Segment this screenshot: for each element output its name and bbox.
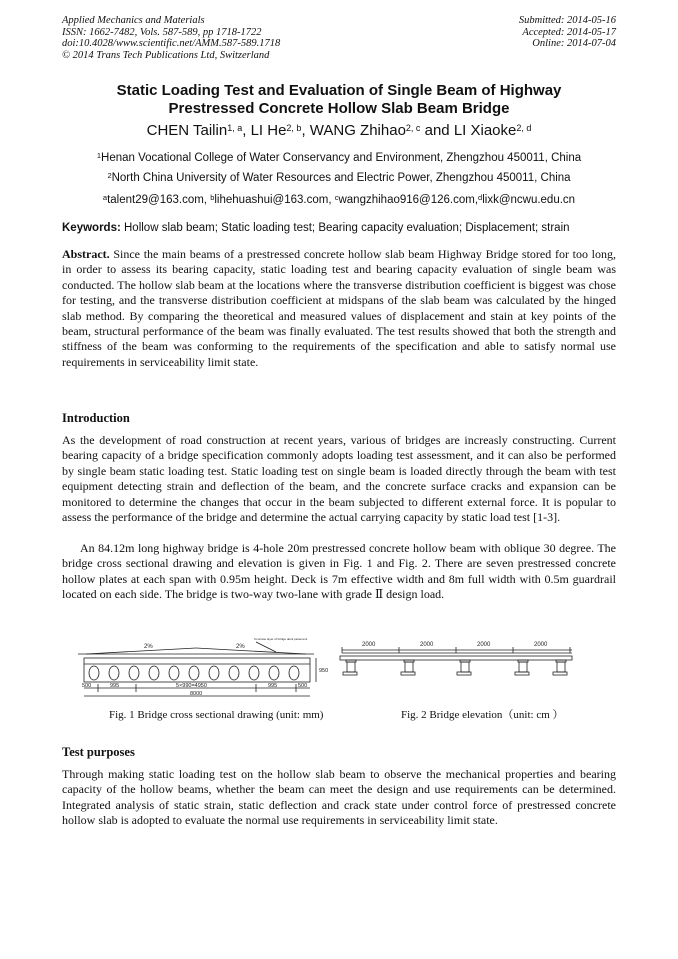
author-name: LI He xyxy=(250,122,287,139)
fig2-span-3: 2000 xyxy=(477,642,491,648)
author-list: CHEN Tailin$^{1, a}$, LI He$^{2, b}$, WANG Zhihao$^{2, c}$ and LI Xiaoke$^{2, d}$ xyxy=(146,122,532,139)
email-link[interactable]: wangzhihao916@126.com, xyxy=(338,194,479,206)
author-name: CHEN Tailin xyxy=(146,122,228,139)
doi-line: doi:10.4028/www.scientific.net/AMM.587-589.1718 xyxy=(62,38,281,49)
fig2-span-1: 2000 xyxy=(362,642,376,648)
fig1-caption: Fig. 1 Bridge cross sectional drawing (unit: mm) xyxy=(109,709,324,721)
fig1-note: Concrete layer of bridge deck pavement xyxy=(254,637,308,641)
fig1-height: 950 xyxy=(319,668,329,674)
affiliation-1: $^1$Henan Vocational College of Water Conservancy and Environment, Zhengzhou 450011, China xyxy=(96,151,582,164)
fig2-elevation xyxy=(338,638,578,698)
copyright-line: © 2014 Trans Tech Publications Ltd, Switzerland xyxy=(62,49,270,61)
email-list: $^a$talent29@163.com, $^b$lihehuashui@163.com, $^c$wangzhihao916@126.com,$^d$lixk@ncwu.edu.cn xyxy=(102,193,576,206)
email-link[interactable]: talent29@163.com, xyxy=(107,194,211,206)
intro-paragraph-1: As the development of road construction at recent years, various of bridges are increasly constructing. Current bearing capacity of a bridge specification commonly adopts loading test assessment, and it can also be performed by single beam static loading test. Static loading test on single beam is loaded directly through the beam with test equipment detecting strain and deflection of the beam, and the concrete surface cracks and expansion can be monitored to determine the changes that occur in the beam subjected to different external force. It is popular to assess the performance of the bridge and determine the actual carrying capacity by static load test [1-3]. xyxy=(62,433,616,525)
submitted-date: Submitted: 2014-05-16 xyxy=(518,15,616,26)
keywords-label: Keywords: xyxy=(62,222,121,234)
fig1-dim-total: 8000 xyxy=(190,691,203,697)
affiliation-2: $^2$North China University of Water Resources and Electric Power, Zhengzhou 450011, China xyxy=(107,171,571,184)
purposes-paragraph-1: Through making static loading test on the hollow slab beam to observe the mechanical properties and bearing capacity of the hollow beams, whether the beam can meet the design and use requirements can be determined. Integrated analysis of static strain, static deflection and crack state under control force of prestressed concrete hollow slab is adopted to evaluate the normal use requirements in serviceability limit state. xyxy=(62,767,616,828)
journal-name: Applied Mechanics and Materials xyxy=(62,15,205,26)
abstract-text: Since the main beams of a prestressed concrete hollow slab beam Highway Bridge stored for too long, in order to assess its bearing capacity, static loading test and bearing capacity evaluation of single beam was conducted. The hollow slab beam at the locations where the transverse distribution coefficient is biggest was chose for testing, and the transverse distribution coefficient at midspans of the slab beam was calculated by the hinged slab method. By comparing the theoretical and measured values of displacement and stain at key points of the beam, structural performance of the beam was finally evaluated. The test results showed that both the strength and stiffness of the beam was conforming to the requirements of the specification and able to satisfy normal use requirements in serviceability limit state. xyxy=(62,247,616,369)
journal-info xyxy=(62,15,280,61)
section-heading-introduction: Introduction xyxy=(62,411,130,425)
accepted-date: Accepted: 2014-05-17 xyxy=(522,26,616,38)
fig1-cross-section xyxy=(76,636,329,706)
keywords-text: Hollow slab beam; Static loading test; Bearing capacity evaluation; Displacement; strain xyxy=(120,222,570,234)
abstract xyxy=(62,247,616,370)
fig1-dim-5: 500 xyxy=(298,683,308,689)
figures xyxy=(62,634,616,712)
abstract-label: Abstract. xyxy=(62,247,110,261)
fig1-slope-right: 2% xyxy=(236,644,245,650)
publication-dates xyxy=(519,15,616,50)
author-name: WANG Zhihao xyxy=(309,122,406,139)
online-date: Online: 2014-07-04 xyxy=(532,38,616,49)
issn-line: ISSN: 1662-7482, Vols. 587-589, pp 1718-1722 xyxy=(62,26,262,38)
paper-title: Static Loading Test and Evaluation of Single Beam of Highway Prestressed Concrete Hollow Slab Beam Bridge xyxy=(116,82,562,117)
email-link[interactable]: lixk@ncwu.edu.cn xyxy=(482,194,576,206)
fig2-span-2: 2000 xyxy=(420,642,434,648)
fig1-dim-4: 995 xyxy=(268,683,278,689)
fig1-slope-left: 2% xyxy=(144,644,153,650)
section-heading-test-purposes: Test purposes xyxy=(62,745,135,759)
keywords xyxy=(62,221,616,235)
fig1-dim-2: 995 xyxy=(110,683,120,689)
intro-paragraph-2: An 84.12m long highway bridge is 4-hole 20m prestressed concrete hollow beam with oblique 30 degree. The bridge cross sectional drawing and elevation is given in Fig. 1 and Fig. 2. There are seven prestressed concrete hollow plates at each span with 0.95m height. Deck is 7m effective width and 8m full width with 0.5m guardrail located on each side. The bridge is two-way two-lane with grade Ⅱ design load. xyxy=(62,541,616,602)
fig2-caption: Fig. 2 Bridge elevation（unit: cm ） xyxy=(401,709,564,721)
email-link[interactable]: lihehuashui@163.com, xyxy=(214,194,335,206)
fig1-dim-1: 500 xyxy=(82,683,92,689)
author-name: LI Xiaoke xyxy=(453,122,517,139)
fig1-dim-3: 5×990=4950 xyxy=(176,683,207,689)
fig2-span-4: 2000 xyxy=(534,642,548,648)
